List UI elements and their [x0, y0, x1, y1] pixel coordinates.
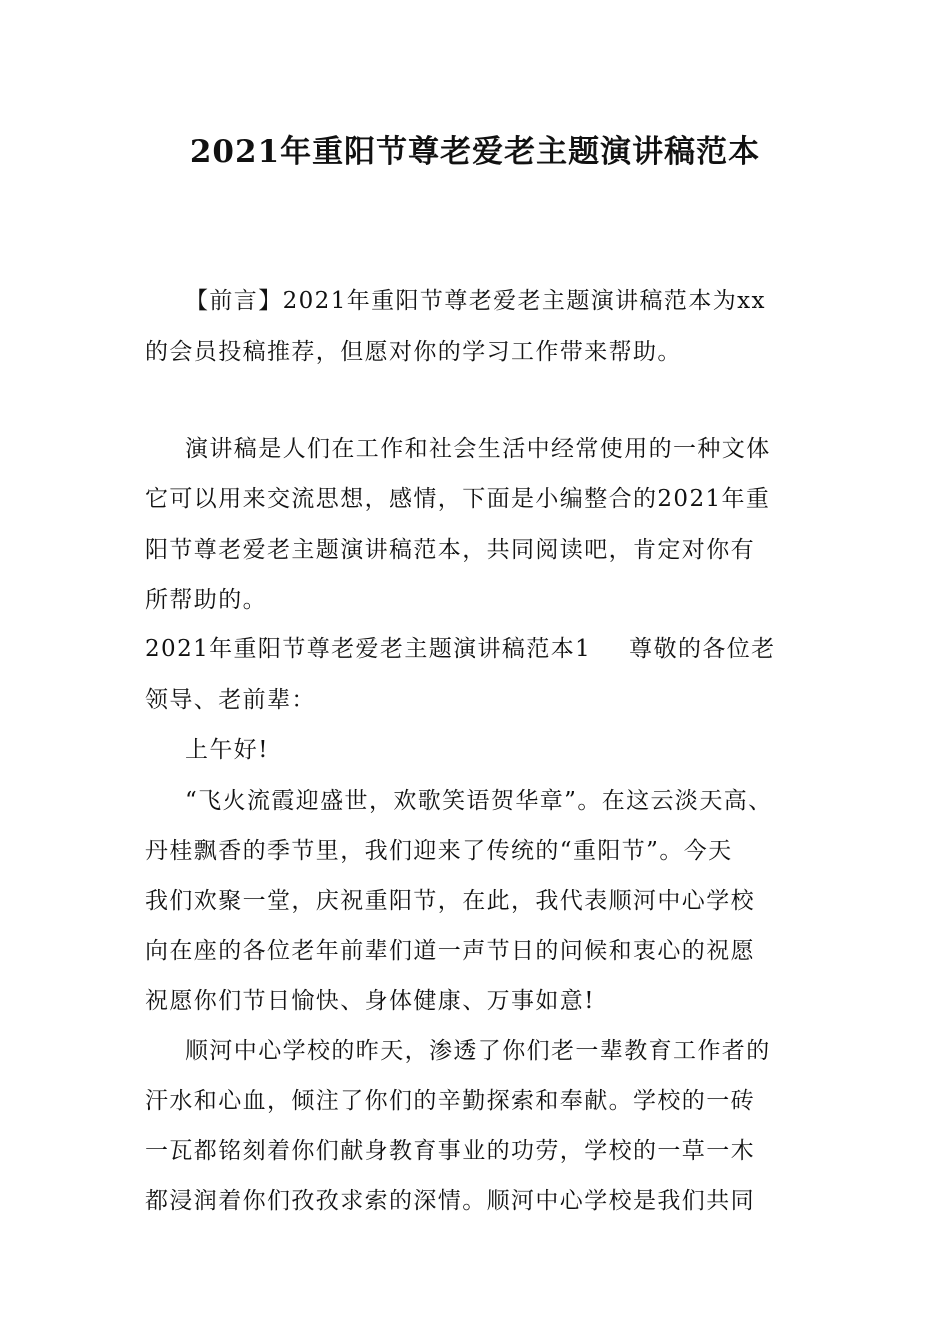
section-heading: 2021年重阳节尊老爱老主题演讲稿范本1 — [145, 636, 592, 662]
speech-line-7: 汗水和心血，倾注了你们的辛勤探索和奉献。学校的一砖 — [145, 1088, 755, 1114]
document-title: 2021年重阳节尊老爱老主题演讲稿范本 — [189, 134, 761, 170]
preface-line-2: 的会员投稿推荐，但愿对你的学习工作带来帮助。 — [145, 339, 682, 365]
intro-line-3: 阳节尊老爱老主题演讲稿范本，共同阅读吧，肯定对你有 — [145, 537, 755, 563]
salutation-start: 尊敬的各位老 — [629, 636, 776, 662]
speech-line-4: 向在座的各位老年前辈们道一声节日的问候和衷心的祝愿 — [145, 938, 755, 964]
speech-line-6: 顺河中心学校的昨天，渗透了你们老一辈教育工作者的 — [185, 1038, 771, 1064]
speech-line-5: 祝愿你们节日愉快、身体健康、万事如意! — [145, 988, 595, 1014]
speech-line-1: “飞火流霞迎盛世，欢歌笑语贺华章”。在这云淡天高、 — [185, 788, 773, 814]
salutation-end: 领导、老前辈： — [145, 687, 316, 713]
section-heading-line — [145, 634, 776, 664]
speech-line-8: 一瓦都铭刻着你们献身教育事业的功劳，学校的一草一木 — [145, 1138, 755, 1164]
speech-line-9: 都浸润着你们孜孜求索的深情。顺河中心学校是我们共同 — [145, 1188, 755, 1214]
intro-line-2: 它可以用来交流思想，感情，下面是小编整合的2021年重 — [145, 486, 771, 512]
preface-line-1: 【前言】2021年重阳节尊老爱老主题演讲稿范本为xx — [185, 288, 766, 314]
intro-line-4: 所帮助的。 — [145, 587, 267, 613]
greeting: 上午好! — [185, 737, 269, 763]
speech-line-2: 丹桂飘香的季节里，我们迎来了传统的“重阳节”。今天 — [145, 838, 733, 864]
intro-line-1: 演讲稿是人们在工作和社会生活中经常使用的一种文体 — [185, 436, 771, 462]
speech-line-3: 我们欢聚一堂，庆祝重阳节，在此，我代表顺河中心学校 — [145, 888, 755, 914]
